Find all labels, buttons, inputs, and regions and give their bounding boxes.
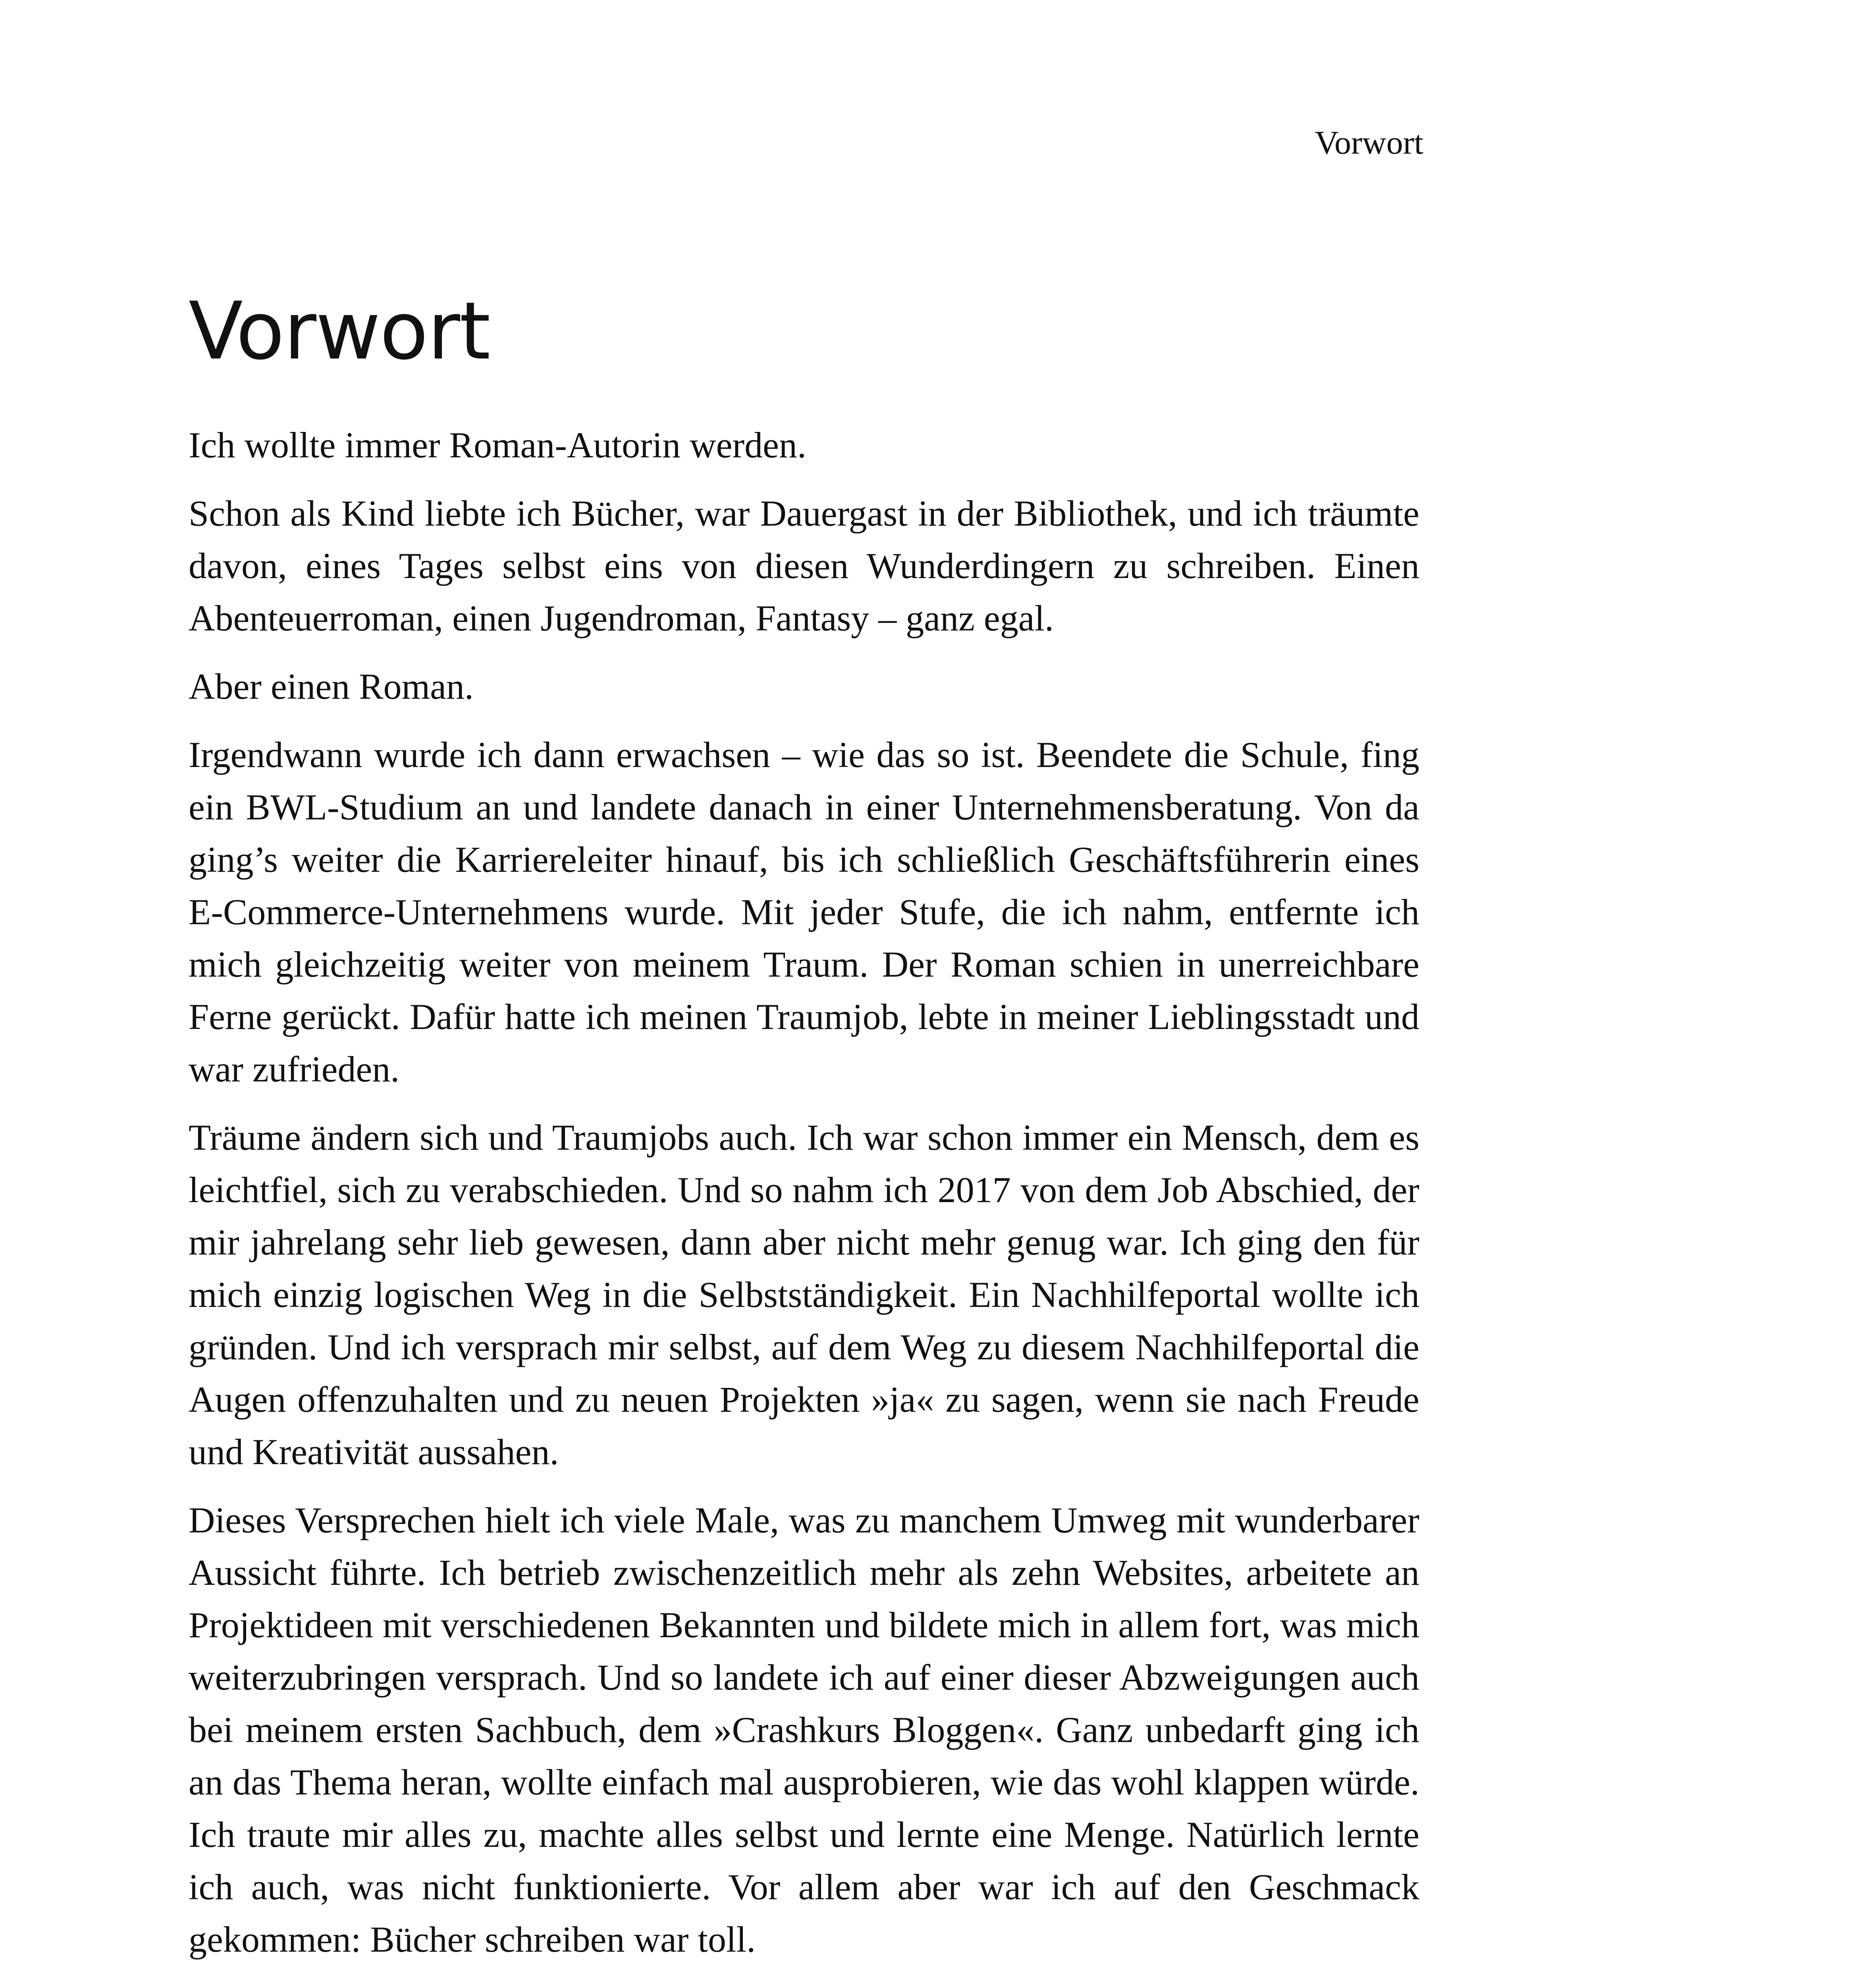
running-head: Vorwort [1315, 124, 1423, 161]
paragraph-1: Ich wollte immer Roman-Autorin werden. [189, 425, 806, 465]
chapter-title: Vorwort [189, 285, 490, 378]
paragraph-5: Träume ändern sich und Traumjobs auch. Ich war schon immer ein Mensch, dem es leichtfiel, sich zu verabschieden. Und so nahm ich 2017 von dem Job Abschied, der mir jahrelang sehr lieb gewesen, dann aber nicht mehr genug war. Ich ging den für mich einzig logischen Weg in die Selbstständigkeit. Ein Nachhilfeportal wollte ich gründen. Und ich versprach mir selbst, auf dem Weg zu diesem Nachhilfeportal die Augen offenzuhalten und zu neuen Projekten »ja« zu sagen, wenn sie nach Freude und Kreativität aussahen. [189, 1117, 1419, 1472]
paragraph-4: Irgendwann wurde ich dann erwachsen – wie das so ist. Beendete die Schule, fing ein BWL-Studium an und landete danach in einer Unternehmensberatung. Von da ging’s weiter die Karriereleiter hinauf, bis ich schließlich Geschäftsführerin eines E-Commerce-Unternehmens wurde. Mit jeder Stufe, die ich nahm, entfernte ich mich gleichzeitig weiter von meinem Traum. Der Roman schien in unerreichbare Ferne gerückt. Dafür hatte ich meinen Traumjob, lebte in meiner Lieblingsstadt und war zufrieden. [189, 734, 1419, 1089]
paragraph-2: Schon als Kind liebte ich Bücher, war Dauergast in der Bibliothek, und ich träumte davon, eines Tages selbst eins von diesen Wunderdingern zu schreiben. Einen Abenteuerroman, einen Jugendroman, Fantasy – ganz egal. [189, 493, 1419, 638]
body-text [189, 419, 1419, 1981]
paragraph-3: Aber einen Roman. [189, 666, 474, 707]
paragraph-6: Dieses Versprechen hielt ich viele Male, was zu manchem Umweg mit wunderbarer Aussicht führte. Ich betrieb zwischenzeitlich mehr als zehn Websites, arbeitete an Projektideen mit verschiedenen Bekannten und bildete mich in allem fort, was mich weiterzubringen versprach. Und so landete ich auf einer dieser Abzweigungen auch bei meinem ersten Sachbuch, dem »Crashkurs Bloggen«. Ganz unbedarft ging ich an das Thema heran, wollte einfach mal ausprobieren, wie das wohl klappen würde. Ich traute mir alles zu, machte alles selbst und lernte eine Menge. Natürlich lernte ich auch, was nicht funktionierte. Vor allem aber war ich auf den Geschmack gekommen: Bücher schreiben war toll. [189, 1500, 1419, 1960]
